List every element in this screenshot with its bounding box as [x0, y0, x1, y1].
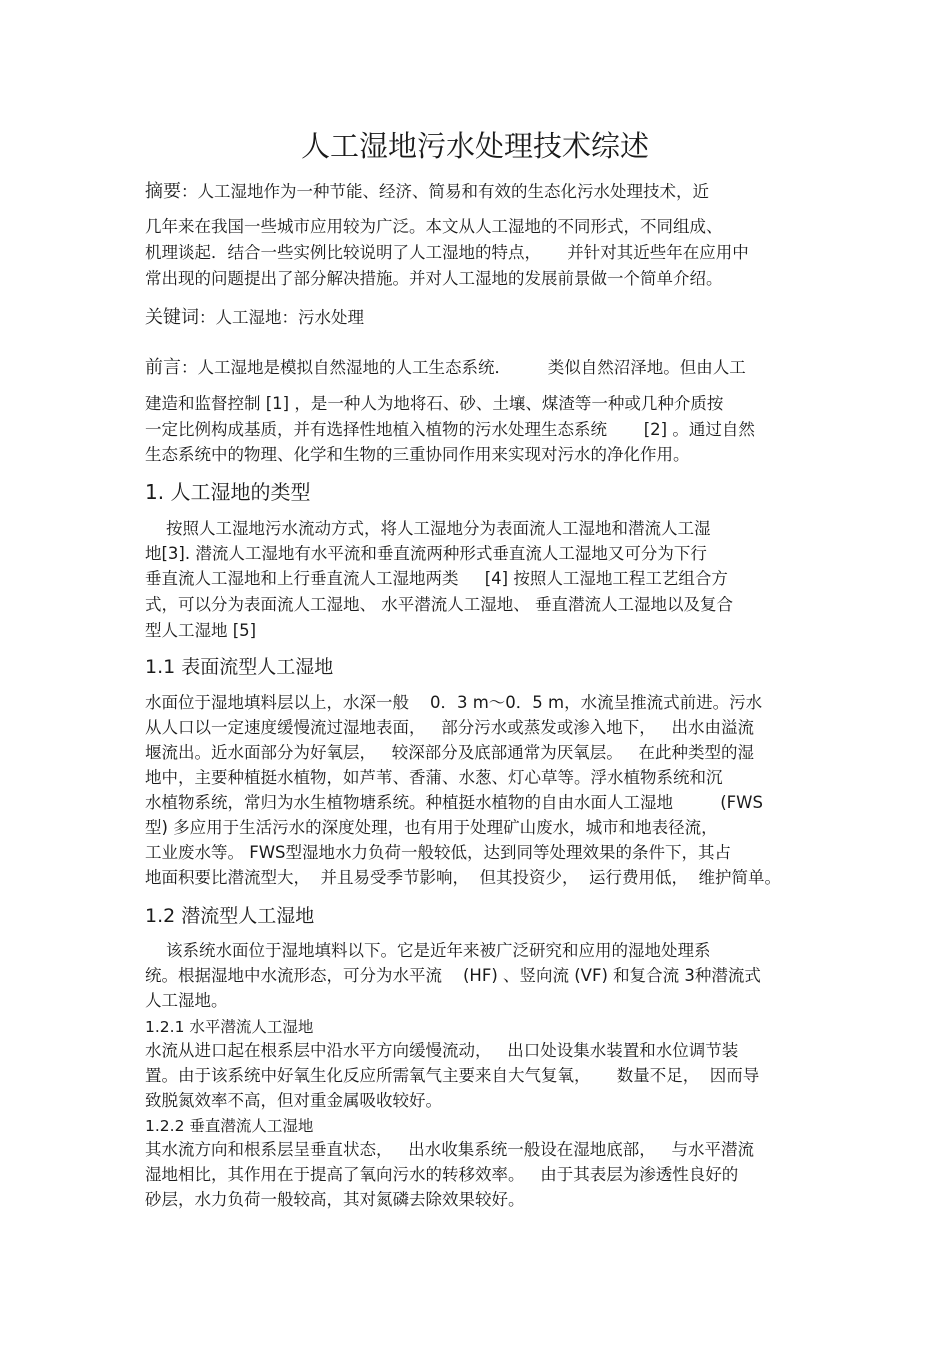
- section-1-2-1-heading: 1.2.1 水平潜流人工湿地: [145, 1018, 314, 1036]
- preface-label: 前言: [145, 357, 181, 378]
- section-1-1-line-7: 工业废水等。 FWS型湿地水力负荷一般较低，达到同等处理效果的条件下，其占: [145, 843, 732, 862]
- section-1-2-1-line-2: 置。由于该系统中好氧生化反应所需氧气主要来自大气复氧， 数量不足， 因而导: [145, 1066, 760, 1085]
- keywords-line: [145, 307, 364, 329]
- keywords-text: ：人工湿地：污水处理: [199, 308, 364, 327]
- section-1-line-2: 地[3]. 潜流人工湿地有水平流和垂直流两种形式垂直流人工湿地又可分为下行: [145, 544, 707, 563]
- page-title: 人工湿地污水处理技术综述: [300, 129, 649, 163]
- section-1-1-line-1: 水面位于湿地填料层以上，水深一般 0．3 m～0．5 m，水流呈推流式前进。污水: [145, 693, 763, 712]
- preface-line-4: 生态系统中的物理、化学和生物的三重协同作用来实现对污水的净化作用。: [145, 445, 690, 464]
- section-1-line-1: 按照人工湿地污水流动方式，将人工湿地分为表面流人工湿地和潜流人工湿: [145, 519, 711, 538]
- preface-line-2: 建造和监督控制 [1] ，是一种人为地将石、砂、土壤、煤渣等一种或几种介质按: [145, 394, 724, 413]
- section-1-line-5: 型人工湿地 [5]: [145, 621, 257, 640]
- section-1-2-line-2: 统。根据湿地中水流形态，可分为水平流 (HF) 、竖向流 (VF) 和复合流 3种潜流式: [145, 966, 761, 985]
- preface-line-3: 一定比例构成基质，并有选择性地植入植物的污水处理生态系统 [2] 。通过自然: [145, 420, 755, 439]
- section-1-1-line-4: 地中，主要种植挺水植物，如芦苇、香蒲、水葱、灯心草等。浮水植物系统和沉: [145, 768, 723, 787]
- preface-line-1: 前言：人工湿地是模拟自然湿地的人工生态系统． 类似自然沼泽地。但由人工: [145, 357, 746, 378]
- section-1-2-1-line-3: 致脱氮效率不高，但对重金属吸收较好。: [145, 1091, 442, 1110]
- section-1-2-2-line-2: 湿地相比，其作用在于提高了氧向污水的转移效率。 由于其表层为渗透性良好的: [145, 1165, 739, 1184]
- section-1-1-line-2: 从人口以一定速度缓慢流过湿地表面， 部分污水或蒸发或渗入地下， 出水由溢流: [145, 718, 754, 737]
- section-1-1-line-3: 堰流出。近水面部分为好氧层， 较深部分及底部通常为厌氧层。 在此种类型的湿: [145, 743, 754, 762]
- section-1-2-line-3: 人工湿地。: [145, 991, 228, 1010]
- section-1-1-heading: 1.1 表面流型人工湿地: [145, 656, 334, 678]
- abstract-line-4: 常出现的问题提出了部分解决措施。并对人工湿地的发展前景做一个简单介绍。: [145, 269, 723, 288]
- abstract-label: 摘要: [145, 181, 181, 202]
- section-1-heading: 1. 人工湿地的类型: [145, 480, 311, 504]
- keywords-label: 关键词: [145, 307, 199, 328]
- abstract-line-2: 几年来在我国一些城市应用较为广泛。本文从人工湿地的不同形式，不同组成、: [145, 217, 723, 236]
- section-1-line-3: 垂直流人工湿地和上行垂直流人工湿地两类 [4] 按照人工湿地工程工艺组合方: [145, 569, 728, 588]
- section-1-1-line-5: 水植物系统，常归为水生植物塘系统。种植挺水植物的自由水面人工湿地 (FWS: [145, 793, 763, 812]
- section-1-1-line-8: 地面积要比潜流型大， 并且易受季节影响， 但其投资少， 运行费用低， 维护简单。: [145, 868, 781, 887]
- section-1-2-heading: 1.2 潜流型人工湿地: [145, 905, 315, 927]
- section-1-2-line-1: 该系统水面位于湿地填料以下。它是近年来被广泛研究和应用的湿地处理系: [145, 941, 711, 960]
- abstract-line-1: 摘要：人工湿地作为一种节能、经济、简易和有效的生态化污水处理技术，近: [145, 181, 709, 202]
- section-1-2-2-heading: 1.2.2 垂直潜流人工湿地: [145, 1117, 314, 1135]
- abstract-line-3: 机理谈起．结合一些实例比较说明了人工湿地的特点， 并针对其近些年在应用中: [145, 243, 749, 262]
- section-1-line-4: 式，可以分为表面流人工湿地、 水平潜流人工湿地、 垂直潜流人工湿地以及复合: [145, 595, 733, 614]
- section-1-2-2-line-3: 砂层，水力负荷一般较高，其对氮磷去除效果较好。: [145, 1190, 525, 1209]
- section-1-2-2-line-1: 其水流方向和根系层呈垂直状态， 出水收集系统一般设在湿地底部， 与水平潜流: [145, 1140, 754, 1159]
- section-1-2-1-line-1: 水流从进口起在根系层中沿水平方向缓慢流动， 出口处设集水装置和水位调节装: [145, 1041, 739, 1060]
- section-1-1-line-6: 型) 多应用于生活污水的深度处理，也有用于处理矿山废水，城市和地表径流，: [145, 818, 718, 837]
